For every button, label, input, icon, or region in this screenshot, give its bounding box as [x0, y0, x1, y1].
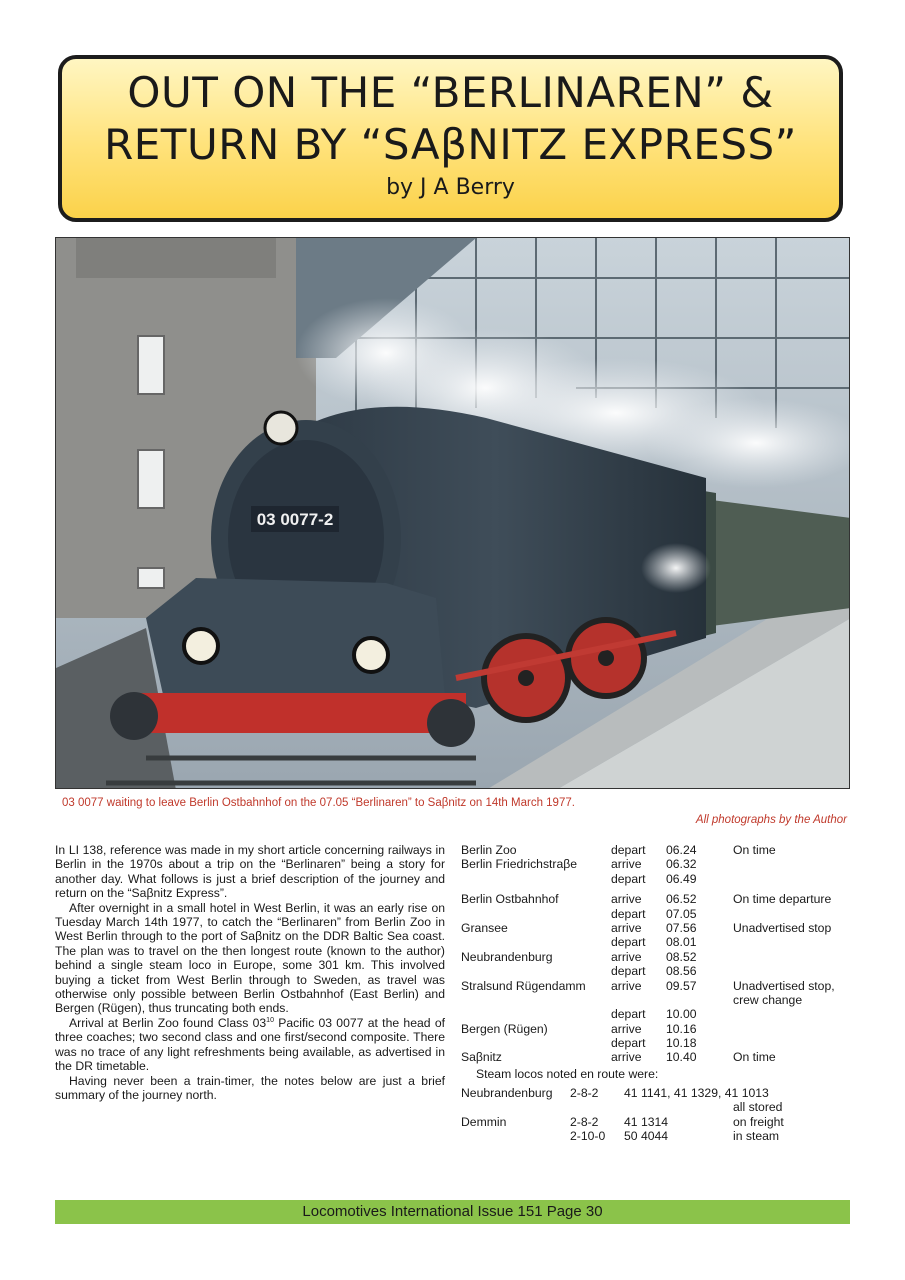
- row-note: Unadvertised stop: [733, 920, 832, 935]
- event-type: arrive: [611, 1050, 642, 1065]
- event-type: arrive: [611, 857, 642, 872]
- station-name: Saβnitz: [461, 1050, 502, 1065]
- time-value: 08.01: [666, 935, 697, 950]
- article-body: [55, 843, 445, 1102]
- timetable-row: [461, 1007, 861, 1021]
- station-name: Berlin Zoo: [461, 843, 517, 857]
- article-title-line-2: RETURN BY “SAβNITZ EXPRESS”: [104, 120, 797, 169]
- station-name: Berlin Friedrichstraβe: [461, 857, 578, 872]
- photo-credit: All photographs by the Author: [695, 814, 847, 826]
- event-type: depart: [611, 1036, 646, 1051]
- locos-heading: Steam locos noted en route were:: [476, 1066, 659, 1081]
- loco-numbers: 50 4044: [624, 1129, 669, 1144]
- paragraph: After overnight in a small hotel in West Berlin, it was an early rise on Tuesday March 14th 1977, to catch the “Berlinaren” from Berlin Zoo in West Berlin through to the port of Saβnitz on the DDR Baltic Sea coast. The plan was to travel on the then longest route (known to the author) behind a single steam loco in Europe, some 301 km. This involved buying a ticket from West Berlin through to Sweden, as travel was otherwise only possible between Berlin Ostbahnhof (East Berlin) and Bergen (Rügen), thus truncating both ends.: [55, 900, 445, 1016]
- time-value: 07.56: [666, 920, 697, 935]
- loco-numbers: 41 1141, 41 1329, 41 1013: [624, 1085, 769, 1100]
- event-type: arrive: [611, 920, 642, 935]
- time-value: 08.56: [666, 964, 697, 979]
- loco-row: [461, 1100, 861, 1114]
- superscript: 10: [266, 1016, 274, 1024]
- event-type: arrive: [611, 1021, 642, 1036]
- timetable-row: [461, 907, 861, 921]
- station-name: Berlin Ostbahnhof: [461, 892, 559, 907]
- row-note: On time: [733, 1050, 776, 1065]
- station-name: Gransee: [461, 920, 508, 935]
- event-type: depart: [611, 843, 646, 857]
- timetable-row: [461, 935, 861, 949]
- time-value: 07.05: [666, 906, 697, 921]
- timetable-row: [461, 1022, 861, 1036]
- timetable-row: [461, 843, 861, 857]
- time-value: 06.49: [666, 871, 697, 886]
- station-name: Neubrandenburg: [461, 949, 553, 964]
- timetable-row: [461, 857, 861, 871]
- loco-row: [461, 1086, 861, 1100]
- timetable-row: [461, 892, 861, 906]
- time-value: 10.40: [666, 1050, 697, 1065]
- row-note: crew change: [733, 992, 803, 1007]
- row-note: On time departure: [733, 892, 832, 907]
- loco-note: all stored: [733, 1100, 783, 1115]
- timetable-row: [461, 950, 861, 964]
- event-type: depart: [611, 935, 646, 950]
- title-banner: [58, 55, 843, 222]
- time-value: 09.57: [666, 978, 697, 993]
- photo-caption: 03 0077 waiting to leave Berlin Ostbahnhof on the 07.05 “Berlinaren” to Saβnitz on 14th March 1977.: [62, 797, 575, 809]
- time-value: 08.52: [666, 949, 697, 964]
- time-value: 10.18: [666, 1036, 697, 1051]
- event-type: arrive: [611, 892, 642, 907]
- station-name: Bergen (Rügen): [461, 1021, 548, 1036]
- time-value: 10.16: [666, 1021, 697, 1036]
- time-value: 06.52: [666, 892, 697, 907]
- event-type: arrive: [611, 978, 642, 993]
- event-type: depart: [611, 871, 646, 886]
- timetable-row: [461, 964, 861, 978]
- paragraph: Arrival at Berlin Zoo found Class $03^{10}$ Pacific 03 0077 at the head of three coaches; two second class and one first/second composite. There was no trace of any light refreshments being available, as advertised in the DR timetable.: [55, 1015, 445, 1074]
- timetable-row: [461, 993, 861, 1007]
- paragraph: In LI 138, reference was made in my short article concerning railways in Berlin in the 1970s about a trip on the “Berlinaren” being a story for another day. What follows is just a brief description of the journey and return on the “Saβnitz Express”.: [55, 843, 445, 901]
- time-value: 06.32: [666, 857, 697, 872]
- locomotive-photo: [55, 237, 850, 789]
- paragraph: Having never been a train-timer, the notes below are just a brief summary of the journey north.: [55, 1073, 445, 1102]
- station-name: Neubrandenburg: [461, 1085, 553, 1100]
- wheel-arrangement: 2-8-2: [570, 1114, 599, 1129]
- timetable: [461, 843, 861, 1143]
- loco-numbers: 41 1314: [624, 1114, 669, 1129]
- page-footer: Locomotives International Issue 151 Page 30: [55, 1200, 850, 1224]
- timetable-row: [461, 1050, 861, 1064]
- station-name: Demmin: [461, 1114, 507, 1129]
- time-value: 06.24: [666, 843, 697, 857]
- row-note: On time: [733, 843, 776, 857]
- event-type: depart: [611, 964, 646, 979]
- event-type: arrive: [611, 949, 642, 964]
- wheel-arrangement: 2-8-2: [570, 1085, 599, 1100]
- loco-row: [461, 1115, 861, 1129]
- timetable-row: [461, 979, 861, 993]
- time-value: 10.00: [666, 1007, 697, 1022]
- row-note: Unadvertised stop,: [733, 978, 835, 993]
- event-type: depart: [611, 1007, 646, 1022]
- timetable-row: [461, 1036, 861, 1050]
- station-name: Stralsund Rügendamm: [461, 978, 586, 993]
- timetable-row: [461, 921, 861, 935]
- timetable-row: [461, 872, 861, 886]
- loco-row: [461, 1129, 861, 1143]
- loco-note: in steam: [733, 1129, 780, 1144]
- loco-note: on freight: [733, 1114, 784, 1129]
- author-byline: by J A Berry: [386, 175, 515, 200]
- number-plate: 03 0077-2: [256, 510, 334, 529]
- wheel-arrangement: 2-10-0: [570, 1129, 606, 1144]
- event-type: depart: [611, 906, 646, 921]
- article-title-line-1: OUT ON THE “BERLINAREN” &: [127, 68, 774, 117]
